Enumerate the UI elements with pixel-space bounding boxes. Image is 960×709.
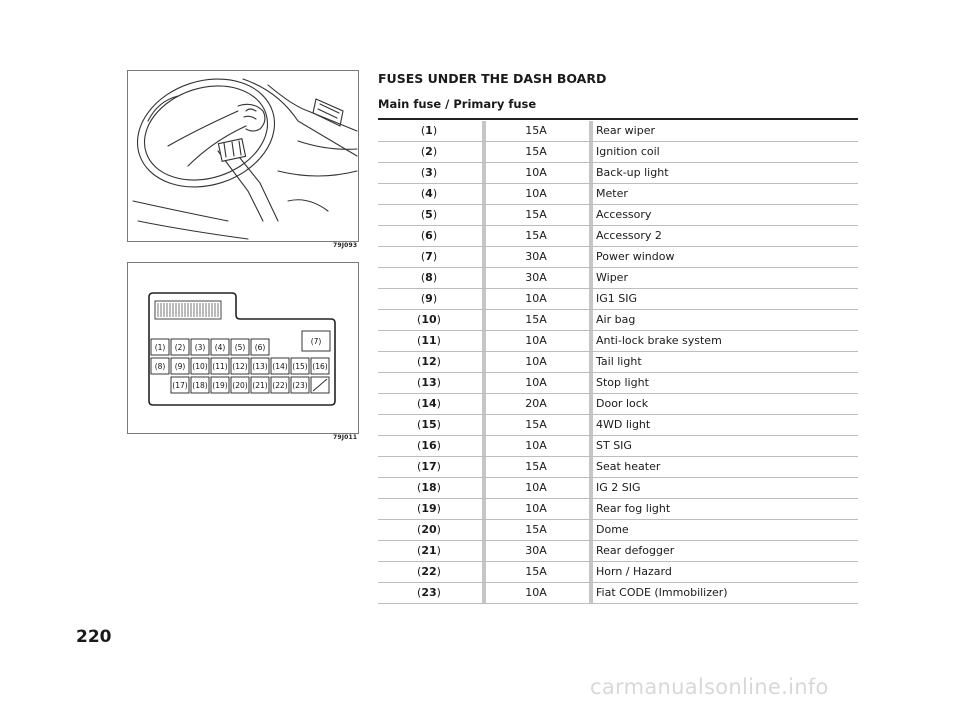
fuse-label-20: (20) <box>232 381 248 390</box>
fuse-label-2: (2) <box>174 343 186 352</box>
fusebox-diagram <box>127 262 359 434</box>
table-row: (2) 15A Ignition coil <box>378 142 858 163</box>
fuse-label-15: (15) <box>292 362 308 371</box>
fuse-label-16: (16) <box>312 362 328 371</box>
fuse-label-4: (4) <box>214 343 226 352</box>
fuse-label-7: (7) <box>310 337 322 346</box>
section-heading: FUSES UNDER THE DASH BOARD <box>378 71 607 86</box>
table-row: (9) 10A IG1 SIG <box>378 289 858 310</box>
watermark: carmanualsonline.info <box>590 675 829 699</box>
table-row: (6) 15A Accessory 2 <box>378 226 858 247</box>
table-row: (19) 10A Rear fog light <box>378 499 858 520</box>
fuse-label-14: (14) <box>272 362 288 371</box>
figure-code-2: 79J011 <box>333 434 358 441</box>
heading-rule <box>378 118 858 120</box>
fuse-label-11: (11) <box>212 362 228 371</box>
fuse-label-13: (13) <box>252 362 268 371</box>
table-row: (7) 30A Power window <box>378 247 858 268</box>
table-row: (16) 10A ST SIG <box>378 436 858 457</box>
fuse-label-19: (19) <box>212 381 228 390</box>
table-row: (13) 10A Stop light <box>378 373 858 394</box>
table-row: (22) 15A Horn / Hazard <box>378 562 858 583</box>
fuse-label-12: (12) <box>232 362 248 371</box>
table-row: (18) 10A IG 2 SIG <box>378 478 858 499</box>
table-row: (4) 10A Meter <box>378 184 858 205</box>
fuse-label-18: (18) <box>192 381 208 390</box>
table-row: (11) 10A Anti-lock brake system <box>378 331 858 352</box>
table-row: (12) 10A Tail light <box>378 352 858 373</box>
fuse-label-6: (6) <box>254 343 266 352</box>
table-row: (20) 15A Dome <box>378 520 858 541</box>
table-row: (8) 30A Wiper <box>378 268 858 289</box>
fuse-label-23: (23) <box>292 381 308 390</box>
page-number: 220 <box>76 627 112 647</box>
table-row: (10) 15A Air bag <box>378 310 858 331</box>
dashboard-drawing <box>128 71 358 241</box>
table-row: (23) 10A Fiat CODE (Immobilizer) <box>378 583 858 604</box>
fuse-label-21: (21) <box>252 381 268 390</box>
fuse-label-9: (9) <box>174 362 186 371</box>
table-row: (5) 15A Accessory <box>378 205 858 226</box>
fuse-label-5: (5) <box>234 343 246 352</box>
fuse-label-10: (10) <box>192 362 208 371</box>
fusebox-drawing <box>128 263 358 433</box>
fuse-label-3: (3) <box>194 343 206 352</box>
table-row: (17) 15A Seat heater <box>378 457 858 478</box>
figure-code-1: 79J093 <box>333 242 358 249</box>
fuse-label-22: (22) <box>272 381 288 390</box>
table-row: (14) 20A Door lock <box>378 394 858 415</box>
section-subheading: Main fuse / Primary fuse <box>378 97 537 111</box>
dashboard-illustration <box>127 70 359 242</box>
table-row: (3) 10A Back-up light <box>378 163 858 184</box>
table-row: (1) 15A Rear wiper <box>378 121 858 142</box>
fuse-label-8: (8) <box>154 362 166 371</box>
fuse-label-17: (17) <box>172 381 188 390</box>
table-row: (21) 30A Rear defogger <box>378 541 858 562</box>
fuse-table <box>378 121 858 604</box>
table-row: (15) 15A 4WD light <box>378 415 858 436</box>
fuse-label-1: (1) <box>154 343 166 352</box>
